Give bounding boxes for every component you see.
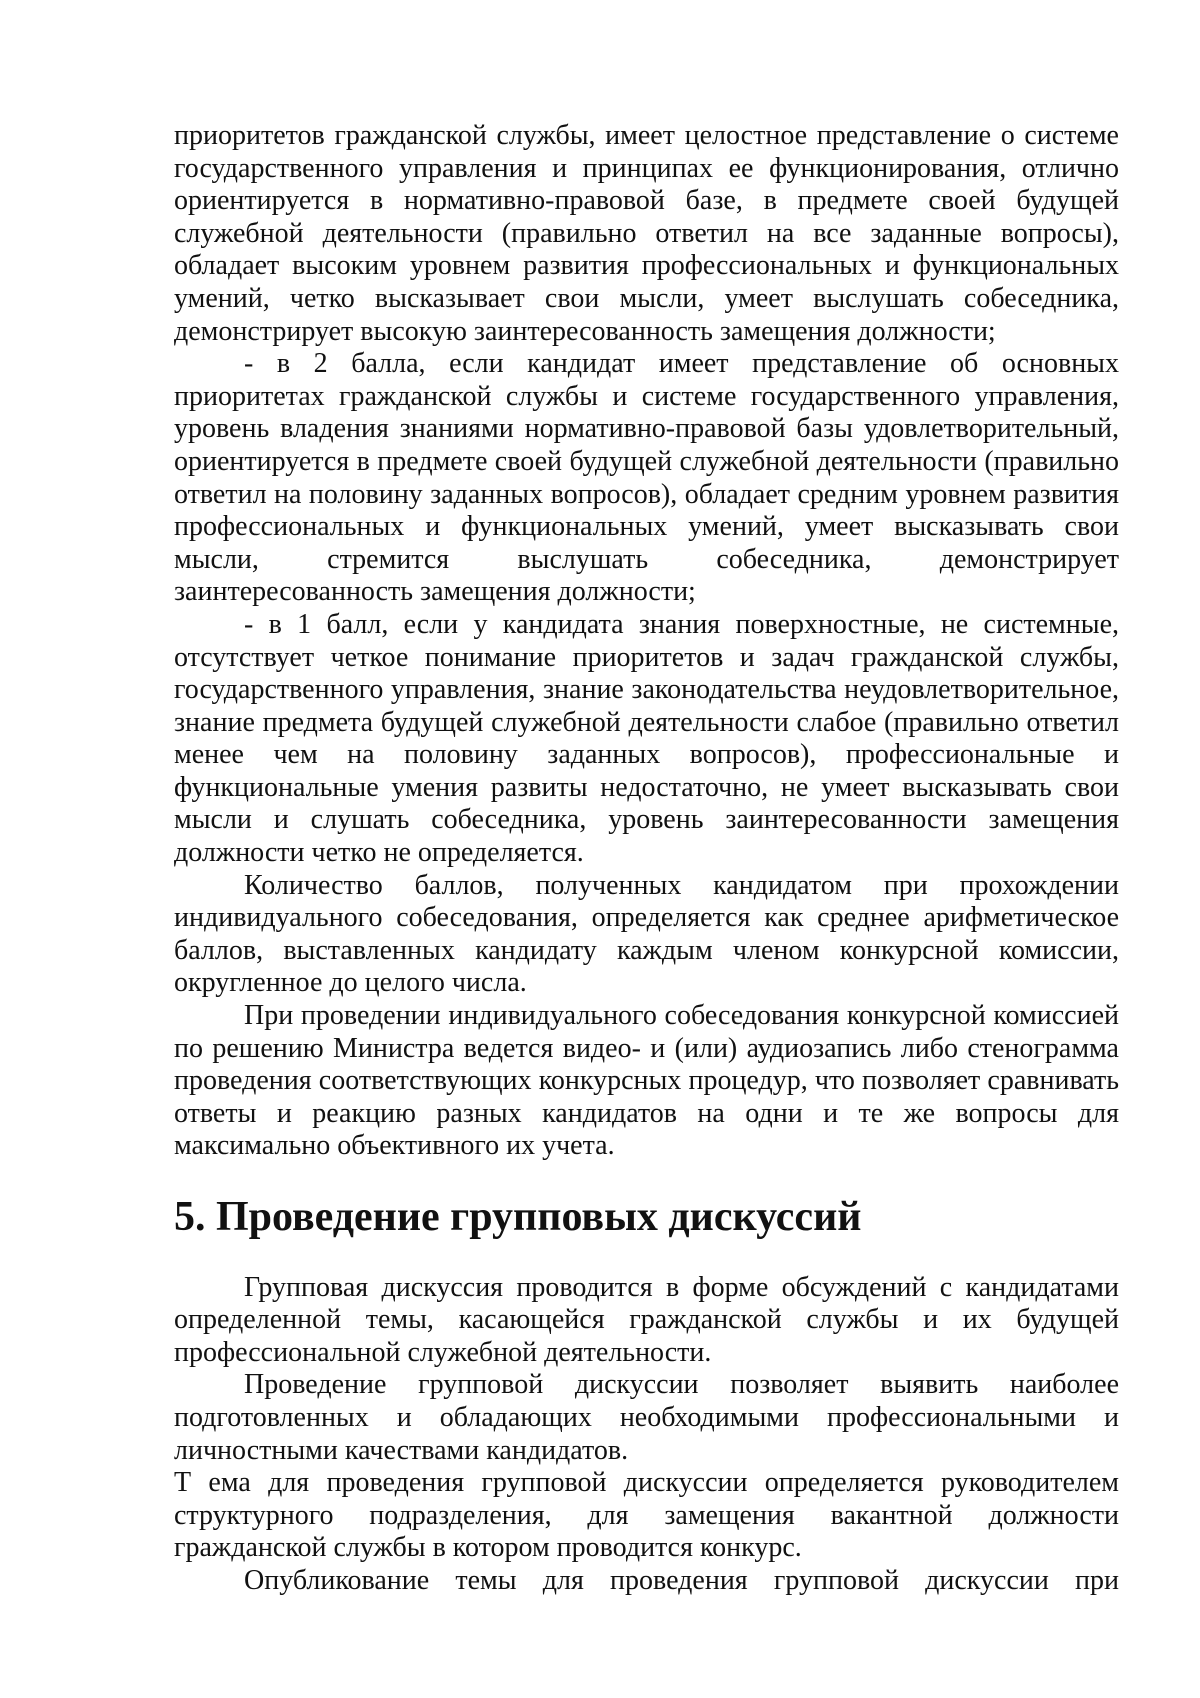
paragraph-4-score-calculation: Количество баллов, полученных кандидатом при прохождении индивидуального собеседования, определяется как среднее арифметическое баллов, выставленных кандидату каждым членом конкурсной комиссии, округленное до целого числа.: [174, 869, 1119, 999]
section-heading: 5. Проведение групповых дискуссий: [174, 1194, 862, 1240]
paragraph-2-score-2: - в 2 балла, если кандидат имеет представление об основных приоритетах гражданской службы и системе государственного управления, уровень владения знаниями нормативно-правовой базы удовлетворительный, ориентируется в предмете своей будущей служебной деятельности (правильно ответил на половину заданных вопросов), обладает средним уровнем развития профессиональных и функциональных умений, умеет высказывать свои мысли, стремится выслушать собеседника, демонстрирует заинтересованность замещения должности;: [174, 348, 1119, 608]
paragraph-6-group-discussion: Групповая дискуссия проводится в форме обсуждений с кандидатами определенной темы, касающейся гражданской службы и их будущей профессиональной служебной деятельности.: [174, 1271, 1119, 1368]
paragraph-1: приоритетов гражданской службы, имеет целостное представление о системе государственного управления и принципах ее функционирования, отлично ориентируется в нормативно-правовой базе, в предмете своей будущей служебной деятельности (правильно ответил на все заданные вопросы), обладает высоким уровнем развития профессиональных и функциональных умений, четко высказывает свои мысли, умеет выслушать собеседника, демонстрирует высокую заинтересованность замещения должности;: [174, 120, 1119, 347]
paragraph-3-score-1: - в 1 балл, если у кандидата знания поверхностные, не системные, отсутствует четкое понимание приоритетов и задач гражданской службы, государственного управления, знание законодательства неудовлетворительное, знание предмета будущей служебной деятельности слабое (правильно ответил менее чем на половину заданных вопросов), профессиональные и функциональные умения развиты недостаточно, не умеет высказывать свои мысли и слушать собеседника, уровень заинтересованности замещения должности четко не определяется.: [174, 608, 1119, 869]
paragraph-5-recording: При проведении индивидуального собеседования конкурсной комиссией по решению Министра ведется видео- и (или) аудиозапись либо стенограмма проведения соответствующих конкурсных процедур, что позволяет сравнивать ответы и реакцию разных кандидатов на одни и те же вопросы для максимально объективного их учета.: [174, 1000, 1119, 1162]
paragraph-7-discussion-purpose: Проведение групповой дискуссии позволяет выявить наиболее подготовленных и обладающих необходимыми профессиональными и личностными качествами кандидатов.: [174, 1369, 1119, 1466]
paragraph-8-discussion-topic: Т ема для проведения групповой дискуссии определяется руководителем структурного подразделения, для замещения вакантной должности гражданской службы в котором проводится конкурс.: [174, 1467, 1119, 1564]
paragraph-9-topic-publication: Опубликование темы для проведения групповой дискуссии при: [244, 1564, 1119, 1596]
document-page: [174, 120, 1119, 1598]
